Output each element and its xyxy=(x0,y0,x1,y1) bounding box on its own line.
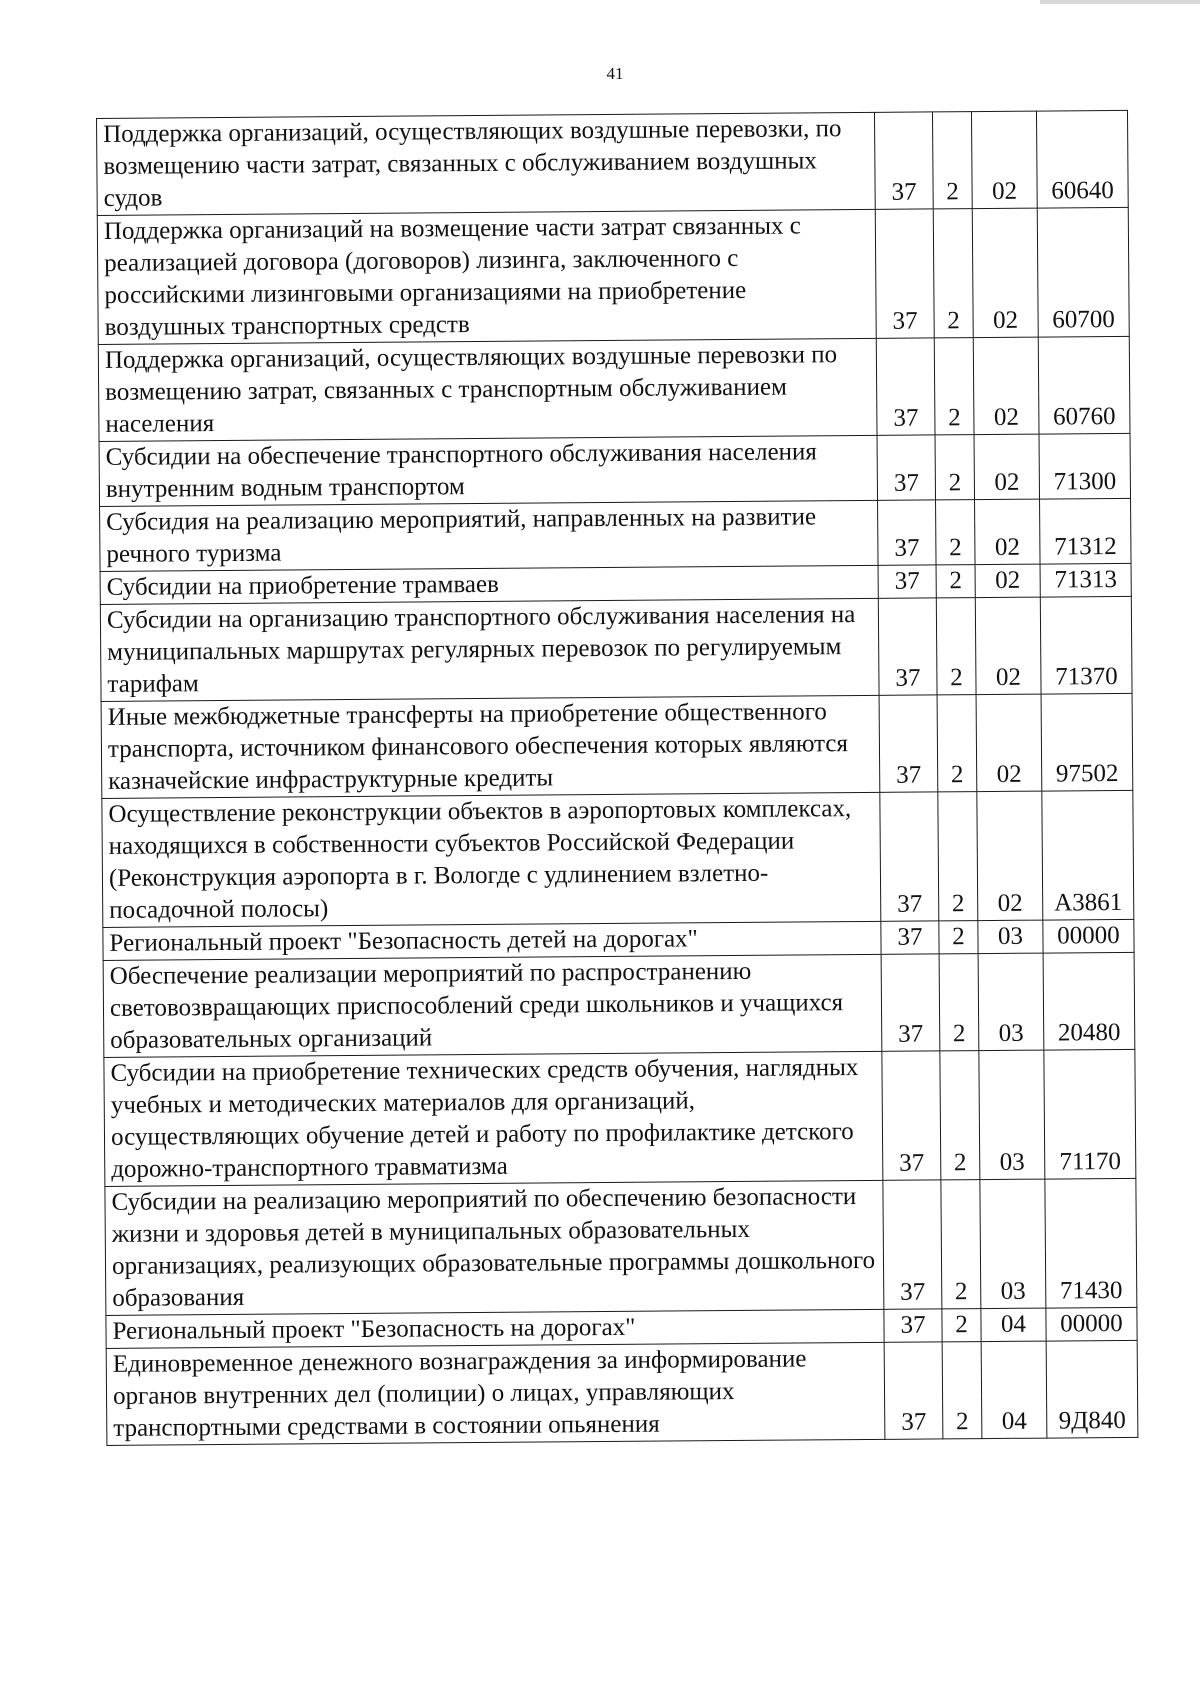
code-type-cell: 2 xyxy=(936,598,976,695)
code-type-cell: 2 xyxy=(942,1342,982,1439)
row-name-cell: Осуществление реконструкции объектов в аэропортовых комплексах, находящихся в собственности субъектов Российской Федерации (Реконструкция аэропорта в г. Вологде с удлинением взлетно-посадочной полосы) xyxy=(102,792,881,927)
code-direction-cell: 9Д840 xyxy=(1046,1340,1138,1438)
row-name-cell: Субсидии на реализацию мероприятий по обеспечению безопасности жизни и здоровья детей в муниципальных образовательных организациях, реализующих образовательные программы дошкольного образования xyxy=(105,1180,884,1315)
code-project-cell: 02 xyxy=(975,597,1041,695)
code-type-cell: 2 xyxy=(936,565,975,598)
budget-classification-table xyxy=(96,110,1138,1446)
row-name-cell: Субсидии на обеспечение транспортного обслуживания населения внутренним водным транспортом xyxy=(99,435,877,506)
table-row xyxy=(97,110,1129,215)
code-type-cell: 2 xyxy=(940,1051,980,1180)
code-project-cell: 02 xyxy=(975,564,1040,598)
row-name-cell: Региональный проект "Безопасность на дорогах" xyxy=(106,1309,884,1348)
code-direction-cell: 00000 xyxy=(1043,919,1134,953)
table-row xyxy=(105,1178,1137,1315)
table-row xyxy=(101,693,1133,798)
code-program-cell: 37 xyxy=(882,1051,941,1180)
code-program-cell: 37 xyxy=(877,435,936,500)
code-direction-cell: 20480 xyxy=(1043,952,1135,1050)
code-project-cell: 02 xyxy=(974,434,1040,500)
row-name-cell: Обеспечение реализации мероприятий по распространению световозвращающих приспособлений среди школьников и учащихся образовательных организаций xyxy=(103,954,882,1057)
row-name-cell: Субсидия на реализацию мероприятий, направленных на развитие речного туризма xyxy=(100,500,878,571)
row-name-cell: Поддержка организаций на возмещение части затрат связанных с реализацией договора (договоров) лизинга, заключенного с российскими лизинговыми организациями на приобретение воздушных транспортных средств xyxy=(97,209,876,344)
code-program-cell: 37 xyxy=(879,695,938,792)
code-project-cell: 03 xyxy=(978,920,1043,954)
code-program-cell: 37 xyxy=(878,500,937,565)
code-program-cell: 37 xyxy=(878,598,937,695)
table-row xyxy=(100,596,1132,701)
code-program-cell: 37 xyxy=(883,1180,942,1309)
table-row xyxy=(104,1049,1136,1186)
code-type-cell: 2 xyxy=(933,209,973,338)
code-type-cell: 2 xyxy=(941,1180,981,1309)
table-row xyxy=(99,433,1130,506)
code-type-cell: 2 xyxy=(934,338,974,435)
row-name-cell: Поддержка организаций, осуществляющих воздушные перевозки по возмещению затрат, связанных с транспортным обслуживанием населения xyxy=(98,338,877,441)
code-direction-cell: 71170 xyxy=(1044,1049,1136,1179)
code-direction-cell: 00000 xyxy=(1046,1307,1137,1341)
code-program-cell: 37 xyxy=(874,112,933,209)
code-program-cell: 37 xyxy=(876,338,935,435)
code-direction-cell: 60760 xyxy=(1038,336,1130,434)
code-direction-cell: А3861 xyxy=(1042,790,1134,920)
table-body xyxy=(97,110,1138,1445)
code-direction-cell: 97502 xyxy=(1041,693,1133,791)
row-name-cell: Единовременное денежного вознаграждения за информирование органов внутренних дел (полиции) о лицах, управляющих транспортными средствами в состоянии опьянения xyxy=(106,1342,885,1445)
code-direction-cell: 60640 xyxy=(1036,110,1128,208)
code-program-cell: 37 xyxy=(884,1309,942,1342)
table-row xyxy=(100,498,1131,571)
code-direction-cell: 71313 xyxy=(1040,563,1131,597)
code-program-cell: 37 xyxy=(880,792,939,921)
code-type-cell: 2 xyxy=(942,1309,981,1342)
row-name-cell: Субсидии на приобретение трамваев xyxy=(100,565,878,604)
code-type-cell: 2 xyxy=(935,435,975,500)
code-type-cell: 2 xyxy=(937,695,977,792)
code-program-cell: 37 xyxy=(881,954,940,1051)
code-project-cell: 02 xyxy=(977,791,1043,921)
table-row xyxy=(98,336,1130,441)
row-name-cell: Поддержка организаций, осуществляющих воздушные перевозки, по возмещению части затрат, связанных с обслуживанием воздушных судов xyxy=(97,112,876,215)
code-type-cell: 2 xyxy=(939,954,979,1051)
row-name-cell: Иные межбюджетные трансферты на приобретение общественного транспорта, источником финансового обеспечения которых являются казначейские инфраструктурные кредиты xyxy=(101,695,880,798)
row-name-cell: Региональный проект "Безопасность детей на дорогах" xyxy=(103,921,881,960)
code-project-cell: 02 xyxy=(975,499,1041,565)
code-project-cell: 02 xyxy=(972,208,1038,338)
page-number: 41 xyxy=(606,64,624,83)
code-project-cell: 02 xyxy=(973,337,1039,435)
scan-edge-mark xyxy=(1040,0,1200,4)
code-program-cell: 37 xyxy=(884,1342,943,1439)
table-row xyxy=(102,790,1134,927)
code-type-cell: 2 xyxy=(932,112,972,209)
code-program-cell: 37 xyxy=(881,921,939,954)
code-project-cell: 03 xyxy=(980,1179,1046,1309)
code-program-cell: 37 xyxy=(878,565,936,598)
code-type-cell: 2 xyxy=(939,921,978,954)
table-row xyxy=(106,1340,1138,1445)
code-type-cell: 2 xyxy=(938,792,978,921)
code-direction-cell: 71300 xyxy=(1039,433,1131,499)
row-name-cell: Субсидии на приобретение технических средств обучения, наглядных учебных и методических материалов для организаций, осуществляющих обучение детей и работу по профилактике детского дорожно-транспортного травматизма xyxy=(104,1051,883,1186)
code-direction-cell: 71370 xyxy=(1040,596,1132,694)
code-project-cell: 02 xyxy=(976,694,1042,792)
code-program-cell: 37 xyxy=(875,209,934,338)
code-project-cell: 02 xyxy=(971,111,1037,209)
code-project-cell: 03 xyxy=(978,953,1044,1051)
code-project-cell: 04 xyxy=(981,1308,1046,1342)
code-direction-cell: 71312 xyxy=(1040,498,1132,564)
table-row xyxy=(97,207,1129,344)
code-type-cell: 2 xyxy=(936,500,976,565)
code-direction-cell: 71430 xyxy=(1045,1178,1137,1308)
code-project-cell: 04 xyxy=(981,1341,1047,1439)
code-direction-cell: 60700 xyxy=(1037,207,1129,337)
code-project-cell: 03 xyxy=(979,1050,1045,1180)
row-name-cell: Субсидии на организацию транспортного обслуживания населения на муниципальных маршрутах регулярных перевозок по регулируемым тарифам xyxy=(100,598,879,701)
table-row xyxy=(103,952,1135,1057)
